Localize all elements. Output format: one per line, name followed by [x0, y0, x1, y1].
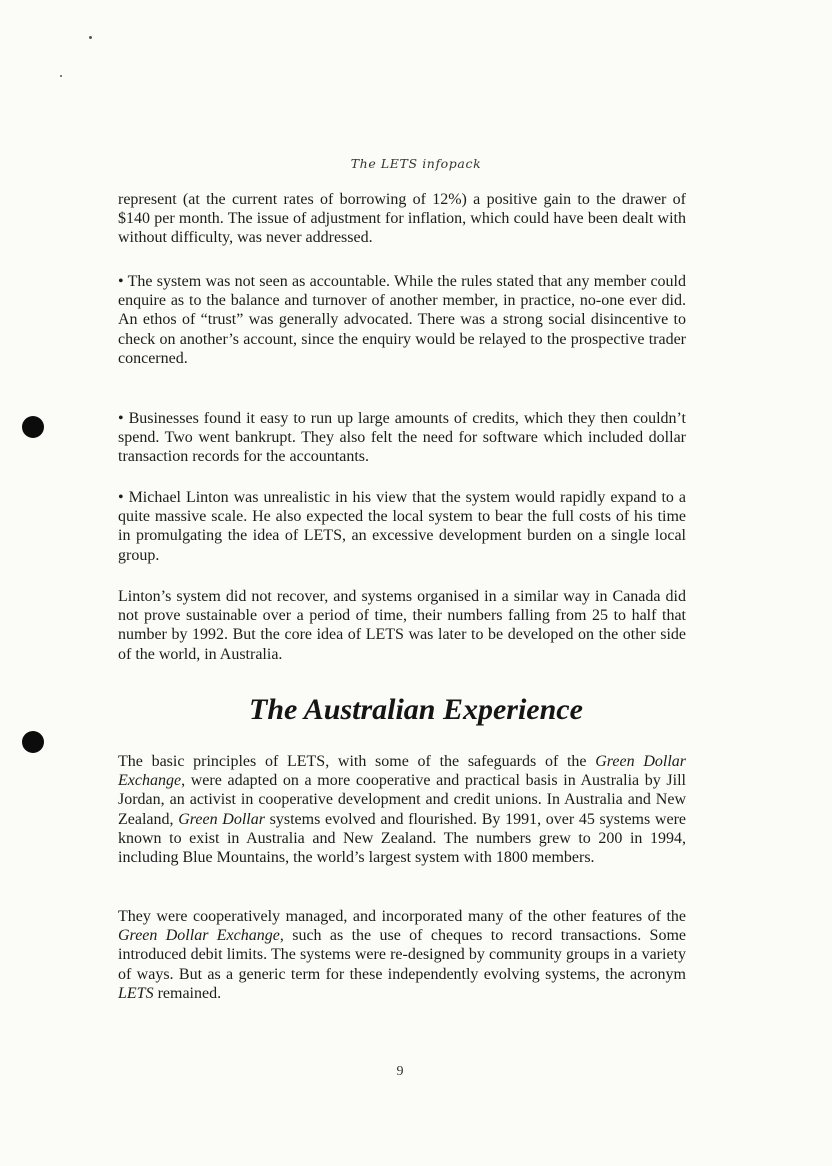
text-run: They were cooperatively managed, and incorporated many of the other features of the: [118, 908, 686, 925]
paragraph-businesses: [118, 409, 686, 467]
paragraph-text: Linton’s system did not recover, and systems organised in a similar way in Canada did not prove sustainable over a period of time, their numbers falling from 25 to half that number by 1992. But the core idea of LETS was later to be developed on the other side of the world, in Australia.: [118, 588, 686, 663]
text-run: remained.: [153, 984, 222, 1002]
section-heading: The Australian Experience: [249, 693, 583, 726]
paragraph-text: • Michael Linton was unrealistic in his view that the system would rapidly expand to a quite massive scale. He also expected the local system to bear the full costs of his time in promulgating the idea of LETS, an excessive development burden on a single local group.: [118, 489, 686, 564]
paragraph-linton-system: [118, 587, 686, 664]
text-run: The basic principles of LETS, with some of the safeguards of the: [118, 753, 596, 770]
paragraph-text: [118, 752, 686, 867]
punch-hole-bottom: [22, 731, 44, 753]
paragraph-accountability: [118, 272, 686, 368]
italic-term: Green Dollar: [178, 810, 265, 828]
punch-hole-top: [22, 416, 44, 438]
paragraph-cooperative: [118, 907, 686, 1003]
paragraph-linton-view: [118, 488, 686, 565]
scan-speck: [60, 75, 62, 77]
text-run: , such as the use of cheques to record transactions. Some introduced debit limits. The systems were re-designed by community groups in a variety of ways. But as a generic term for these independently evolving systems, the acronym: [118, 927, 687, 983]
page-number: 9: [396, 1064, 404, 1079]
paragraph-text: • Businesses found it easy to run up large amounts of credits, which they then couldn’t spend. Two went bankrupt. They also felt the need for software which included dollar transaction records for the accountants.: [118, 410, 686, 466]
italic-term: Green Dollar Exchange: [118, 927, 280, 945]
paragraph-text: • The system was not seen as accountable. While the rules stated that any member could enquire as to the balance and turnover of another member, in practice, no-one ever did. An ethos of “trust” was generally advocated. There was a strong social disincentive to check on another’s account, since the enquiry would be relayed to the prospective trader concerned.: [118, 273, 686, 367]
paragraph-text: represent (at the current rates of borrowing of 12%) a positive gain to the drawer of $140 per month. The issue of adjustment for inflation, which could have been dealt with without difficulty, was never addressed.: [118, 191, 686, 247]
paragraph-inflation: [118, 190, 686, 248]
text-run: systems evolved and flourished. By 1991, over 45 systems were known to exist in Australia and New Zealand. The numbers grew to 200 in 1994, including Blue Mountains, the world’s largest system with 1800 members.: [118, 810, 686, 867]
italic-term: LETS: [118, 984, 154, 1002]
running-header: The LETS infopack: [350, 156, 482, 171]
paragraph-text: [118, 907, 686, 1003]
paragraph-basic-principles: [118, 752, 686, 867]
italic-term: Green Dollar Exchange: [118, 753, 687, 790]
scan-speck: [89, 36, 92, 39]
text-run: , were adapted on a more cooperative and practical basis in Australia by Jill Jordan, an activist in cooperative development and credit unions. In Australia and New Zealand,: [118, 772, 686, 828]
